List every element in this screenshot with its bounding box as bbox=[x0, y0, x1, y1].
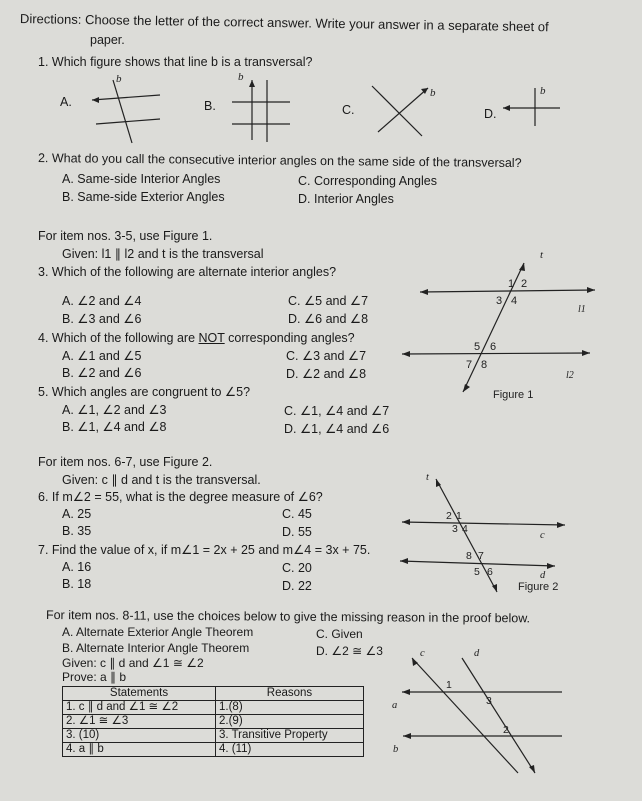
q3-option-d: D. ∠6 and ∠8 bbox=[288, 312, 369, 326]
q4-option-c: C. ∠3 and ∠7 bbox=[286, 349, 367, 363]
q1-text: 1. Which figure shows that line b is a transversal? bbox=[38, 55, 313, 69]
fig2-angle-3: 3 bbox=[452, 523, 458, 535]
proof-choice-d: D. ∠2 ≅ ∠3 bbox=[316, 644, 383, 658]
q2-option-c: C. Corresponding Angles bbox=[298, 174, 437, 188]
fig3-label-b: b bbox=[393, 744, 399, 755]
q7-option-c: C. 20 bbox=[282, 561, 312, 575]
proof-reason-4: 4. (11) bbox=[216, 743, 364, 757]
fig3-angle-1: 1 bbox=[446, 679, 452, 691]
proof-choice-b: B. Alternate Interior Angle Theorem bbox=[62, 641, 250, 655]
q5-option-a: A. ∠1, ∠2 and ∠3 bbox=[62, 403, 167, 417]
fig1-label-l1: l1 bbox=[578, 304, 586, 315]
fig3-line-c bbox=[412, 658, 518, 773]
fig3-arrow-b-left bbox=[403, 733, 411, 739]
proof-choice-a: A. Alternate Exterior Angle Theorem bbox=[62, 625, 254, 639]
q5-option-d: D. ∠1, ∠4 and ∠6 bbox=[284, 422, 390, 436]
proof-statement-2: 2. ∠1 ≅ ∠3 bbox=[63, 715, 216, 729]
proof-intro: For item nos. 8-11, use the choices below to give the missing reason in the proof below. bbox=[45, 608, 531, 626]
q1-option-b: B. bbox=[204, 99, 216, 113]
fig2-caption: Figure 2 bbox=[518, 581, 559, 593]
q7-text: 7. Find the value of x, if m∠1 = 2x + 25 and m∠4 = 3x + 75. bbox=[38, 543, 371, 557]
fig1-angle-5: 5 bbox=[474, 341, 481, 353]
q4-text-not: NOT bbox=[198, 331, 225, 345]
fig1-angle-2: 2 bbox=[521, 278, 528, 290]
proof-header-reasons: Reasons bbox=[216, 687, 364, 701]
fig3-line-d bbox=[462, 658, 535, 773]
q4-option-b: B. ∠2 and ∠6 bbox=[62, 366, 142, 380]
fig2-label-t: t bbox=[426, 472, 429, 483]
directions-line-2: paper. bbox=[90, 33, 125, 47]
q1c-label-b: b bbox=[430, 87, 436, 99]
q1-option-a: A. bbox=[60, 95, 72, 109]
fig1-angle-7: 7 bbox=[466, 359, 473, 371]
q6-option-a: A. 25 bbox=[62, 507, 92, 521]
fig3-angle-3: 3 bbox=[486, 695, 492, 707]
proof-reason-3: 3. Transitive Property bbox=[216, 729, 364, 743]
q2-option-a: A. Same-side Interior Angles bbox=[62, 172, 221, 186]
proof-choice-c: C. Given bbox=[316, 627, 363, 641]
q6-option-d: D. 55 bbox=[282, 525, 312, 539]
fig3-label-a: a bbox=[392, 700, 398, 711]
fig3-arrow-c-top bbox=[412, 658, 418, 666]
q3-text: 3. Which of the following are alternate interior angles? bbox=[38, 265, 337, 279]
fig2-angle-8: 8 bbox=[466, 550, 472, 562]
fig2-label-d: d bbox=[540, 570, 546, 581]
proof-given: Given: c ∥ d and ∠1 ≅ ∠2 bbox=[62, 656, 204, 670]
proof-header-statements: Statements bbox=[63, 687, 216, 701]
proof-statement-1: 1. c ∥ d and ∠1 ≅ ∠2 bbox=[63, 701, 216, 715]
q6-option-b: B. 35 bbox=[62, 524, 92, 538]
q2-option-d: D. Interior Angles bbox=[298, 192, 394, 206]
proof-statement-3: 3. (10) bbox=[63, 729, 216, 743]
fig2-angle-7: 7 bbox=[478, 550, 484, 562]
fig1-angle-1: 1 bbox=[508, 278, 515, 290]
fig1-intro: For item nos. 3-5, use Figure 1. bbox=[38, 229, 213, 243]
fig1-angle-8: 8 bbox=[481, 359, 488, 371]
q4-text-post: corresponding angles? bbox=[224, 331, 355, 345]
q1-option-c: C. bbox=[342, 103, 355, 117]
q3-option-b: B. ∠3 and ∠6 bbox=[62, 312, 142, 326]
fig2-angle-2: 2 bbox=[446, 510, 452, 522]
q7-option-b: B. 18 bbox=[62, 577, 92, 591]
fig1-label-t: t bbox=[540, 249, 544, 261]
q6-text: 6. If m∠2 = 55, what is the degree measure of ∠6? bbox=[38, 490, 323, 504]
fig3-label-d: d bbox=[474, 648, 480, 659]
fig1-angle-3: 3 bbox=[496, 295, 503, 307]
q3-option-c: C. ∠5 and ∠7 bbox=[288, 294, 369, 308]
q4-option-a: A. ∠1 and ∠5 bbox=[62, 349, 142, 363]
fig3-label-c: c bbox=[420, 648, 425, 659]
q1-option-d: D. bbox=[484, 107, 497, 121]
fig3-arrow-a-left bbox=[402, 689, 410, 695]
fig1-angle-6: 6 bbox=[490, 341, 497, 353]
q6-option-c: C. 45 bbox=[282, 507, 312, 521]
proof-reason-2: 2.(9) bbox=[216, 715, 364, 729]
proof-prove: Prove: a ∥ b bbox=[62, 670, 127, 684]
q5-option-b: B. ∠1, ∠4 and ∠8 bbox=[62, 420, 167, 434]
q4-option-d: D. ∠2 and ∠8 bbox=[286, 367, 367, 381]
q2-option-b: B. Same-side Exterior Angles bbox=[62, 190, 225, 204]
fig2-label-c: c bbox=[540, 530, 545, 541]
fig2-angle-4: 4 bbox=[462, 523, 468, 535]
q4-text-pre: 4. Which of the following are bbox=[38, 331, 199, 345]
fig1-caption: Figure 1 bbox=[493, 389, 534, 401]
fig1-given: Given: l1 ∥ l2 and t is the transversal bbox=[62, 247, 264, 261]
q1b-label-b: b bbox=[238, 71, 244, 83]
proof-statement-4: 4. a ∥ b bbox=[63, 743, 216, 757]
fig1-label-l2: l2 bbox=[566, 370, 574, 381]
proof-reason-1: 1.(8) bbox=[216, 701, 364, 715]
fig2-angle-6: 6 bbox=[487, 566, 493, 578]
fig2-angle-1: 1 bbox=[456, 510, 462, 522]
fig2-intro: For item nos. 6-7, use Figure 2. bbox=[38, 455, 213, 469]
fig1-angle-4: 4 bbox=[511, 295, 518, 307]
fig2-angle-5: 5 bbox=[474, 566, 480, 578]
directions-line-1: Directions: Choose the letter of the correct answer. Write your answer in a separate sheet of bbox=[19, 11, 549, 35]
fig2-given: Given: c ∥ d and t is the transversal. bbox=[62, 473, 261, 487]
q7-option-d: D. 22 bbox=[282, 579, 312, 593]
fig3-arrow-d-bottom bbox=[529, 765, 535, 773]
q1a-label-b: b bbox=[116, 73, 122, 85]
q1d-label-b: b bbox=[540, 85, 546, 97]
q7-option-a: A. 16 bbox=[62, 560, 92, 574]
fig3-angle-2: 2 bbox=[503, 724, 509, 736]
q5-option-c: C. ∠1, ∠4 and ∠7 bbox=[284, 404, 390, 418]
q5-text: 5. Which angles are congruent to ∠5? bbox=[38, 385, 251, 399]
q3-option-a: A. ∠2 and ∠4 bbox=[62, 294, 142, 308]
q2-text: 2. What do you call the consecutive interior angles on the same side of the transversal? bbox=[37, 151, 522, 171]
